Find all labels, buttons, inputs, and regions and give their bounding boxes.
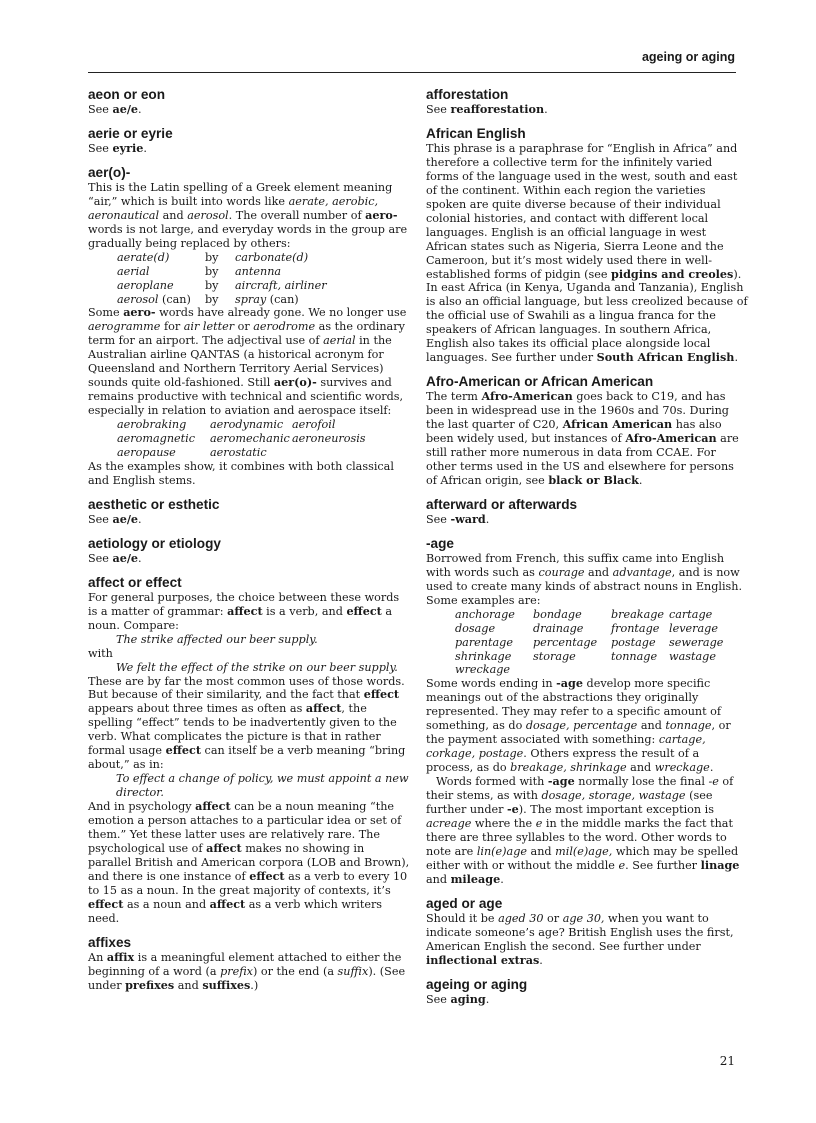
cross-reference: See -ward.: [426, 511, 490, 526]
example-sentence: To effect a change of policy, we must appoint a new director.: [116, 772, 409, 800]
paragraph: This phrase is a paraphrase for “English in Africa” and therefore a collective term for the infinitely varied forms of the language used in the west, south and east of the continent. Within each region the varieties spoken are quite diverse because of their individual colonial histories, and contact with different local languages. English is an official language in west African states such as Nigeria, Sierra Leone and the Cameroon, but it’s most widely used there in well-established forms of pidgin (see pidgins and creoles). In east Africa (in Kenya, Uganda and Tanzania), English is also an official language, but less creolized because of the official use of Swahili as a lingua franca for the speakers of African languages. In southern Africa, English also takes its official place alongside local languages. See further under South African English.: [426, 141, 748, 365]
entry-ageing: [426, 977, 748, 1007]
headword: affixes: [88, 934, 132, 950]
headword: aerie or eyrie: [88, 125, 173, 141]
entry-affect: [88, 575, 410, 926]
entry-aero: [88, 165, 410, 488]
entry-afterward: [426, 497, 748, 527]
headword: aged or age: [426, 895, 503, 911]
paragraph: For general purposes, the choice between these words is a matter of grammar: affect is a verb, and effect a noun. Compare:: [88, 590, 400, 632]
cross-reference: See aging.: [426, 991, 490, 1006]
paragraph: And in psychology affect can be a noun meaning “the emotion a person attaches to a particular idea or set of them.” Yet these latter uses are relatively rare. The psychological use of affect makes no showing in parallel British and American corpora (LOB and Brown), and there is one instance of effect as a verb to every 10 to 15 as a noun. In the great majority of contexts, it’s effect as a noun and affect as a verb which writers need.: [88, 799, 410, 925]
left-column: [88, 87, 410, 1002]
headword: aesthetic or esthetic: [88, 496, 220, 512]
headword: African English: [426, 125, 526, 141]
paragraph: Some words ending in -age develop more specific meanings out of the abstractions they originally represented. They may refer to a specific amount of something, as do dosage, percentage and tonnage, or the payment associated with something: cartage, corkage, postage. Others express the result of a process, as do breakage, shrinkage and wreckage.: [426, 676, 731, 775]
paragraph: Some aero- words have already gone. We no longer use aerogramme for air letter or aerodrome as the ordinary term for an airport. The adjectival use of aerial in the Australian airline QANTAS (a historical acronym for Queensland and Northern Territory Aerial Services) sounds quite old-fashioned. Still aer(o)- survives and remains productive with technical and scientific words, especially in relation to aviation and aerospace itself:: [88, 305, 407, 418]
headword: affect or effect: [88, 574, 182, 590]
cross-reference: See ae/e.: [88, 511, 142, 526]
headword: aetiology or etiology: [88, 535, 221, 551]
replacement-table: aerate(d) by carbonate(d) aerial by antenna aeroplane by aircraft, airliner aerosol (can) by spray (can): [117, 250, 327, 306]
headword: afterward or afterwards: [426, 496, 578, 512]
entry-afforestation: [426, 87, 748, 117]
entry-aesthetic: [88, 497, 410, 527]
cross-reference: See ae/e.: [88, 550, 142, 565]
paragraph: This is the Latin spelling of a Greek element meaning “air,” which is built into words like aerate, aerobic, aeronautical and aerosol. The overall number of aero- words is not large, and everyday words in the group are gradually being replaced by others:: [88, 180, 408, 250]
entry-african-english: [426, 126, 748, 365]
entry-aged: [426, 896, 748, 968]
entry-aeon: [88, 87, 410, 117]
example-words-table: aerobraking aerodynamic aerofoil aeromagnetic aeromechanic aeroneurosis aeropause aerostatic: [117, 418, 366, 460]
entry-afro-american: [426, 374, 748, 488]
running-head: ageing or aging: [641, 50, 735, 64]
page-number: 21: [719, 1054, 735, 1068]
entry-affixes: [88, 935, 410, 993]
paragraph: Borrowed from French, this suffix came into English with words such as courage and advantage, and is now used to create many kinds of abstract nouns in English. Some examples are:: [426, 551, 743, 607]
paragraph: As the examples show, it combines with both classical and English stems.: [88, 459, 394, 487]
paragraph: An affix is a meaningful element attached to either the beginning of a word (a prefix) or the end (a suffix). (See under prefixes and suffixes.): [88, 949, 406, 992]
paragraph: These are by far the most common uses of those words. But because of their similarity, and the fact that effect appears about three times as often as affect, the spelling “effect” tends to be inadvertently given to the verb. What complicates the picture is that in rather formal usage effect can itself be a verb meaning “bring about,” as in:: [88, 674, 406, 772]
example-sentence: We felt the effect of the strike on our beer supply.: [116, 660, 398, 674]
paragraph: The term Afro-American goes back to C19, and has been in widespread use in the 1960s and 70s. During the last quarter of C20, African American has also been widely used, but instances of Afro-American are still rather more numerous in data from CCAE. For other terms used in the US and elsewhere for persons of African origin, see black or Black.: [426, 389, 739, 487]
right-column: [426, 87, 748, 1015]
cross-reference: See reafforestation.: [426, 102, 548, 116]
cross-reference: See eyrie.: [88, 140, 147, 155]
headword: afforestation: [426, 87, 509, 102]
paragraph: Should it be aged 30 or age 30, when you want to indicate someone’s age? British English uses the first, American English the second. See further under inflectional extras.: [426, 911, 734, 967]
entry-aetiology: [88, 536, 410, 566]
example-words-table: anchorage bondage breakage cartage dosage drainage frontage leverage parentage percentage postage sewerage shrinkage storage tonnage wastage wreckage: [455, 607, 724, 677]
headword: ageing or aging: [426, 976, 528, 992]
headword: aeon or eon: [88, 87, 166, 102]
headword: -age: [426, 535, 454, 551]
headword: aer(o)-: [88, 164, 131, 180]
connector-text: with: [88, 646, 113, 660]
header-rule: [88, 72, 736, 73]
headword: Afro-American or African American: [426, 374, 654, 390]
entry-aerie: [88, 126, 410, 156]
paragraph: Words formed with -age normally lose the final -e of their stems, as with dosage, storage, wastage (see further under -e). The most important exception is acreage where the e in the middle marks the fact that there are three syllables to the word. Other words to note are lin(e)age and mil(e)age, which may be spelled either with or without the middle e. See further linage and mileage.: [426, 774, 740, 886]
entry-age: [426, 536, 748, 887]
example-sentence: The strike affected our beer supply.: [116, 632, 318, 646]
cross-reference: See ae/e.: [88, 102, 142, 116]
